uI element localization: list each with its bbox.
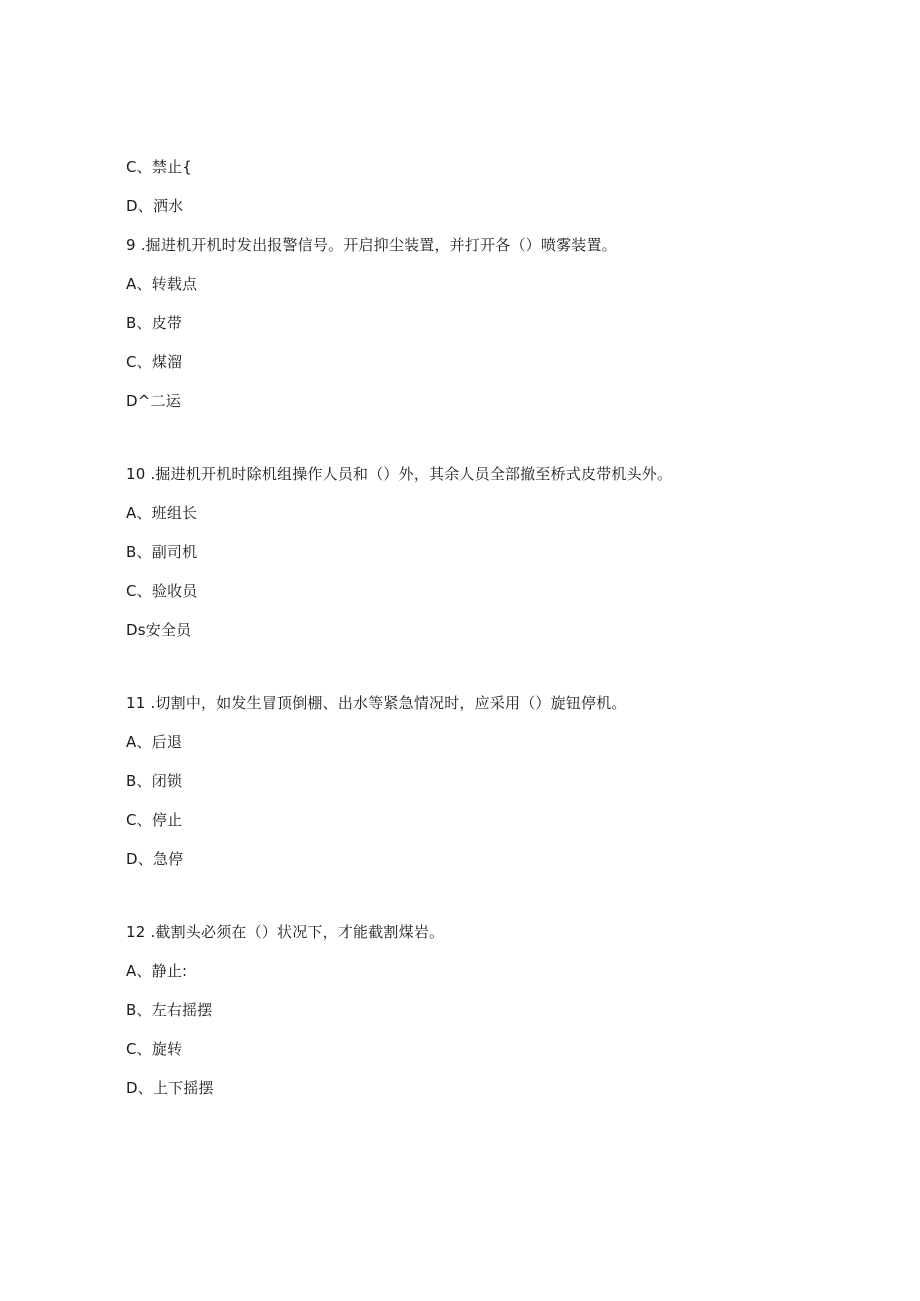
option-b-q10: B、副司机	[126, 543, 198, 561]
option-b-q9: B、皮带	[126, 314, 183, 332]
option-d-q9: D^二运	[126, 392, 181, 410]
option-c-q10: C、验收员	[126, 582, 198, 600]
option-a-q9: A、转载点	[126, 275, 198, 293]
option-d-q8: D、洒水	[126, 197, 184, 215]
question-12: 12 .截割头必须在（）状况下，才能截割煤岩。	[126, 923, 445, 941]
question-10: 10 .掘进机开机时除机组操作人员和（）外，其余人员全部撤至桥式皮带机头外。	[126, 465, 673, 483]
question-9: 9 .掘进机开机时发出报警信号。开启抑尘装置，并打开各（）喷雾装置。	[126, 236, 617, 254]
option-a-q10: A、班组长	[126, 504, 198, 522]
option-c-q8: C、禁止{	[126, 158, 193, 176]
option-a-q12: A、静止:	[126, 962, 188, 980]
option-b-q12: B、左右摇摆	[126, 1001, 213, 1019]
option-c-q12: C、旋转	[126, 1040, 183, 1058]
option-d-q12: D、上下摇摆	[126, 1079, 214, 1097]
option-d-q10: Ds安全员	[126, 621, 192, 639]
question-11: 11 .切割中，如发生冒顶倒棚、出水等紧急情况时，应采用（）旋钮停机。	[126, 694, 627, 712]
option-a-q11: A、后退	[126, 733, 183, 751]
option-b-q11: B、闭锁	[126, 772, 183, 790]
option-c-q11: C、停止	[126, 811, 183, 829]
option-c-q9: C、煤溜	[126, 353, 183, 371]
option-d-q11: D、急停	[126, 850, 184, 868]
